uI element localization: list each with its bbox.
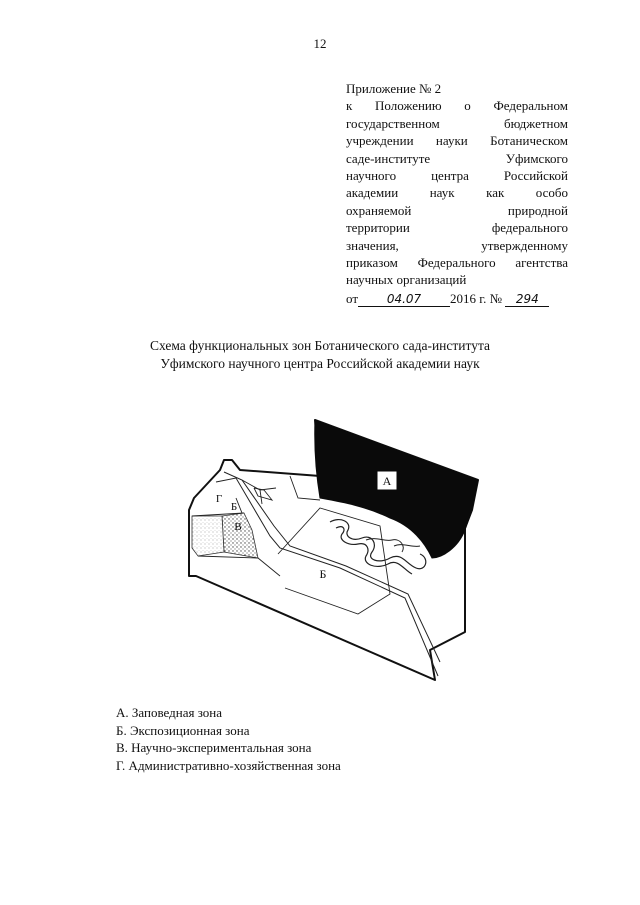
page-number: 12 xyxy=(313,36,327,51)
zone-v-label: В xyxy=(234,521,242,533)
handwritten-order-number: 294 xyxy=(505,293,549,307)
order-date-line xyxy=(346,290,568,307)
zone-v-experimental-west xyxy=(192,516,224,556)
year-text: 2016 г. № xyxy=(450,290,503,306)
appendix-line: к Положению о Федеральном xyxy=(346,98,568,114)
handwritten-date: 04.07 xyxy=(358,293,450,307)
appendix-line: значения, утвержденному xyxy=(346,237,568,253)
zone-a-label: А xyxy=(382,474,392,488)
scheme-title xyxy=(0,337,640,373)
appendix-block xyxy=(346,80,568,307)
legend-item: Б. Экспозиционная зона xyxy=(116,722,250,738)
zone-b-label: Б xyxy=(319,567,327,581)
legend-item: А. Заповедная зона xyxy=(116,705,222,720)
appendix-title: Приложение № 2 xyxy=(346,81,442,96)
scheme-title-line: Уфимского научного центра Российской академии наук xyxy=(160,356,480,371)
legend-item: Г. Административно-хозяйственная зона xyxy=(116,757,341,773)
zone-b-small-label: Б xyxy=(230,501,238,513)
appendix-line: государственном бюджетном xyxy=(346,115,568,131)
legend-item: В. Научно-экспериментальная зона xyxy=(116,740,312,756)
appendix-line: научного центра Российской xyxy=(346,168,568,184)
date-prefix: от xyxy=(346,290,359,306)
scheme-title-line: Схема функциональных зон Ботанического сада-института xyxy=(149,338,491,353)
zone-legend xyxy=(116,704,516,774)
appendix-line: саде-институте Уфимского xyxy=(346,150,568,166)
appendix-line: охраняемой природной xyxy=(346,202,568,218)
appendix-line: территории федерального xyxy=(346,220,568,236)
appendix-line: академии наук как особо xyxy=(346,185,568,201)
appendix-line: научных организаций xyxy=(346,272,467,288)
zone-g-label: Г xyxy=(215,493,223,505)
appendix-line: учреждении науки Ботаническом xyxy=(346,133,568,149)
appendix-line: приказом Федерального агентства xyxy=(346,255,568,271)
zone-map xyxy=(180,418,480,690)
